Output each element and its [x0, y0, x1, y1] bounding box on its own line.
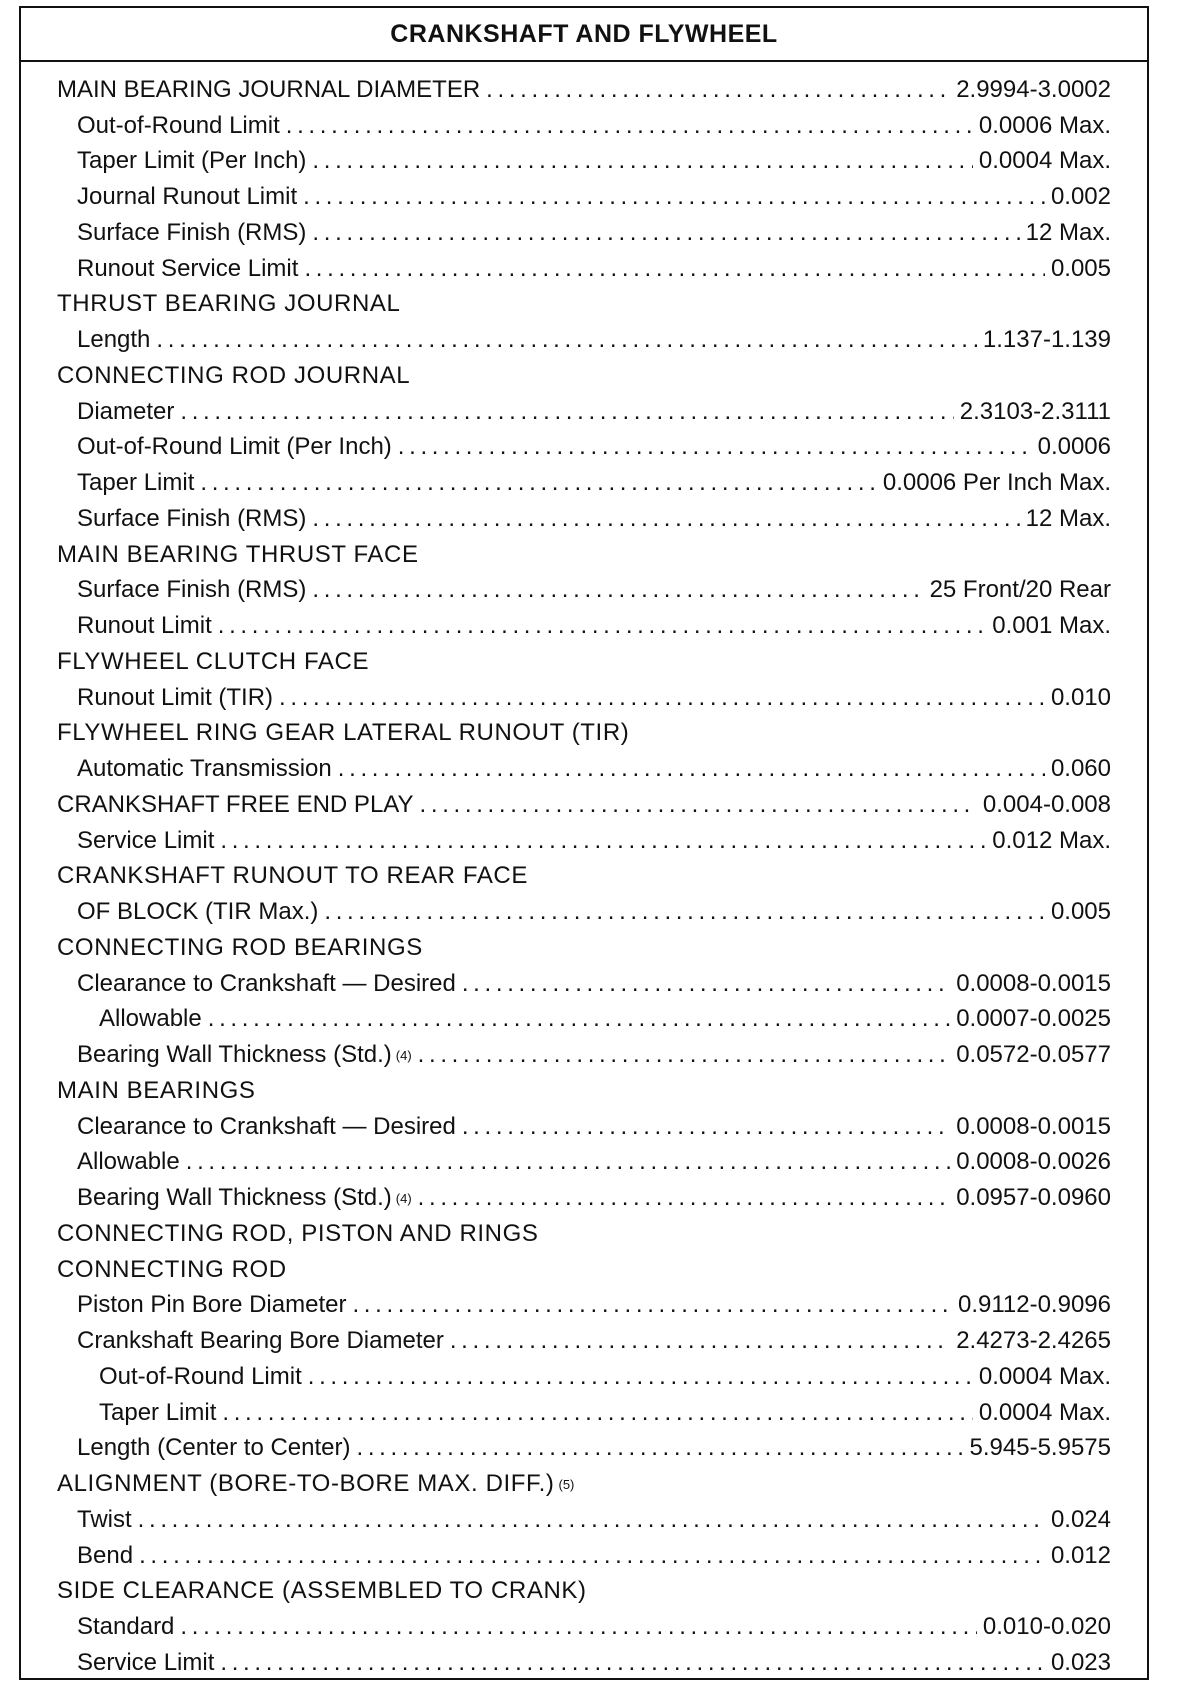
spec-value: 0.0004 Max. [978, 1398, 1111, 1426]
spec-row [57, 215, 1111, 251]
spec-label: Out-of-Round Limit (Per Inch) [77, 433, 392, 461]
dot-leader [312, 221, 1019, 245]
spec-value: 0.9112-0.9096 [957, 1291, 1111, 1319]
spec-value: 0.001 Max. [992, 612, 1111, 640]
spec-row [57, 608, 1111, 644]
spec-label: Piston Pin Bore Diameter [77, 1291, 347, 1319]
dot-leader [139, 1544, 1045, 1568]
dot-leader [222, 1401, 973, 1425]
spec-value: 0.024 [1050, 1505, 1111, 1533]
spec-row [57, 1037, 1111, 1073]
spec-row [57, 144, 1111, 180]
spec-value: 0.060 [1050, 755, 1111, 783]
spec-value: 2.4273-2.4265 [956, 1327, 1111, 1355]
spec-row [57, 930, 1111, 966]
dot-leader [312, 149, 973, 173]
spec-value: 0.0006 Per Inch Max. [882, 469, 1111, 497]
spec-row [57, 894, 1111, 930]
dot-leader [398, 435, 1032, 459]
spec-value: 0.012 Max. [992, 826, 1111, 854]
spec-row [57, 465, 1111, 501]
spec-value: 0.0008-0.0015 [956, 969, 1111, 997]
spec-label: CRANKSHAFT RUNOUT TO REAR FACE [57, 862, 528, 890]
spec-value: 0.023 [1050, 1648, 1111, 1676]
spec-label: Bend [77, 1541, 134, 1569]
spec-label: Taper Limit (Per Inch) [77, 147, 307, 175]
spec-row [57, 394, 1111, 430]
spec-label: Service Limit [77, 1648, 215, 1676]
footnote-ref: (5) [558, 1476, 575, 1492]
dot-leader [418, 1043, 951, 1067]
dot-leader [338, 757, 1045, 781]
spec-label: Crankshaft Bearing Bore Diameter [77, 1327, 444, 1355]
spec-label: Standard [77, 1613, 175, 1641]
spec-label: Out-of-Round Limit [99, 1362, 302, 1390]
spec-label: Surface Finish (RMS) [77, 576, 307, 604]
dot-leader [186, 1150, 950, 1174]
spec-label: SIDE CLEARANCE (ASSEMBLED TO CRANK) [57, 1577, 587, 1605]
spec-label: Twist [77, 1505, 132, 1533]
spec-value: 0.0007-0.0025 [956, 1005, 1111, 1033]
spec-row [57, 859, 1111, 895]
spec-label: FLYWHEEL RING GEAR LATERAL RUNOUT (TIR) [57, 719, 630, 747]
dot-leader [324, 900, 1045, 924]
spec-label: Diameter [77, 397, 175, 425]
spec-label: CONNECTING ROD, PISTON AND RINGS [57, 1219, 539, 1247]
spec-value: 0.0004 Max. [978, 1362, 1111, 1390]
dot-leader [486, 78, 950, 102]
spec-value: 0.002 [1050, 183, 1111, 211]
spec-value: 0.005 [1050, 898, 1111, 926]
spec-label: CONNECTING ROD JOURNAL [57, 361, 411, 389]
spec-value: 0.010-0.020 [982, 1613, 1111, 1641]
spec-row [57, 322, 1111, 358]
spec-row [57, 179, 1111, 215]
spec-row [57, 823, 1111, 859]
spec-label: Surface Finish (RMS) [77, 504, 307, 532]
spec-label: Runout Limit [77, 612, 212, 640]
spec-label: Out-of-Round Limit [77, 111, 280, 139]
spec-label: MAIN BEARING JOURNAL DIAMETER [57, 75, 481, 103]
spec-value: 0.012 [1050, 1541, 1111, 1569]
dot-leader [352, 1293, 952, 1317]
spec-value: 0.0572-0.0577 [956, 1041, 1111, 1069]
dot-leader [180, 1615, 976, 1639]
dot-leader [218, 614, 987, 638]
dot-leader [356, 1436, 963, 1460]
spec-row [57, 1538, 1111, 1574]
spec-row [57, 787, 1111, 823]
spec-row [57, 430, 1111, 466]
spec-label: CONNECTING ROD [57, 1255, 287, 1283]
dot-leader [200, 471, 876, 495]
spec-label: Automatic Transmission [77, 755, 332, 783]
spec-row [57, 1645, 1111, 1681]
spec-value: 2.3103-2.3111 [959, 397, 1111, 425]
spec-table [19, 6, 1149, 1680]
spec-row [57, 644, 1111, 680]
dot-leader [304, 257, 1045, 281]
spec-label: Service Limit [77, 826, 215, 854]
spec-label: Taper Limit [77, 469, 195, 497]
spec-row [57, 1431, 1111, 1467]
spec-value: 12 Max. [1025, 504, 1111, 532]
spec-row [57, 716, 1111, 752]
spec-label: Allowable [99, 1005, 202, 1033]
spec-row [57, 1002, 1111, 1038]
spec-row [57, 251, 1111, 287]
spec-row [57, 1323, 1111, 1359]
spec-value: 1.137-1.139 [982, 326, 1111, 354]
spec-value: 0.004-0.008 [982, 790, 1111, 818]
spec-row [57, 501, 1111, 537]
spec-label: Bearing Wall Thickness (Std.) [77, 1184, 392, 1212]
spec-row [57, 358, 1111, 394]
spec-row [57, 1109, 1111, 1145]
spec-label: THRUST BEARING JOURNAL [57, 290, 401, 318]
spec-value: 0.010 [1050, 683, 1111, 711]
spec-label: Bearing Wall Thickness (Std.) [77, 1041, 392, 1069]
spec-label: Length [77, 326, 151, 354]
spec-row [57, 72, 1111, 108]
dot-leader [220, 829, 986, 853]
spec-row [57, 1180, 1111, 1216]
spec-row [57, 537, 1111, 573]
dot-leader [303, 185, 1045, 209]
spec-row [57, 1466, 1111, 1502]
spec-value: 0.0004 Max. [978, 147, 1111, 175]
spec-label: MAIN BEARINGS [57, 1076, 256, 1104]
footnote-ref: (4) [395, 1190, 412, 1206]
spec-row [57, 287, 1111, 323]
spec-value: 0.0006 Max. [978, 111, 1111, 139]
spec-label: Runout Service Limit [77, 254, 299, 282]
spec-value: 0.005 [1050, 254, 1111, 282]
spec-value: 0.0008-0.0015 [956, 1112, 1111, 1140]
spec-label: Taper Limit [99, 1398, 217, 1426]
dot-leader [418, 1186, 951, 1210]
spec-label: OF BLOCK (TIR Max.) [77, 898, 319, 926]
spec-row [57, 1574, 1111, 1610]
spec-row [57, 1145, 1111, 1181]
spec-value: 25 Front/20 Rear [929, 576, 1111, 604]
spec-label: Journal Runout Limit [77, 183, 298, 211]
spec-row [57, 1395, 1111, 1431]
dot-leader [312, 507, 1019, 531]
spec-row [57, 1609, 1111, 1645]
spec-label: MAIN BEARING THRUST FACE [57, 540, 419, 568]
dot-leader [156, 328, 976, 352]
spec-row [57, 680, 1111, 716]
dot-leader [420, 793, 977, 817]
spec-label: CRANKSHAFT FREE END PLAY [57, 790, 414, 818]
spec-row [57, 966, 1111, 1002]
spec-label: Runout Limit (TIR) [77, 683, 274, 711]
spec-row [57, 751, 1111, 787]
spec-row [57, 1073, 1111, 1109]
footnote-ref: (4) [395, 1047, 412, 1063]
dot-leader [286, 114, 973, 138]
spec-label: Length (Center to Center) [77, 1434, 351, 1462]
dot-leader [220, 1651, 1045, 1675]
dot-leader [450, 1329, 950, 1353]
spec-label: FLYWHEEL CLUTCH FACE [57, 647, 370, 675]
table-title: CRANKSHAFT AND FLYWHEEL [21, 8, 1147, 62]
dot-leader [462, 1115, 950, 1139]
spec-rows [21, 62, 1147, 1681]
spec-row [57, 1252, 1111, 1288]
spec-row [57, 1359, 1111, 1395]
spec-label: CONNECTING ROD BEARINGS [57, 933, 423, 961]
dot-leader [279, 686, 1045, 710]
spec-value: 0.0006 [1037, 433, 1111, 461]
spec-value: 5.945-5.9575 [969, 1434, 1111, 1462]
spec-value: 0.0957-0.0960 [956, 1184, 1111, 1212]
dot-leader [462, 972, 950, 996]
spec-row [57, 1216, 1111, 1252]
spec-row [57, 1502, 1111, 1538]
spec-value: 2.9994-3.0002 [956, 75, 1111, 103]
spec-value: 12 Max. [1025, 218, 1111, 246]
spec-label: Allowable [77, 1148, 180, 1176]
spec-label: Surface Finish (RMS) [77, 218, 307, 246]
spec-label: Clearance to Crankshaft — Desired [77, 969, 456, 997]
dot-leader [138, 1508, 1045, 1532]
dot-leader [312, 578, 923, 602]
spec-row [57, 1288, 1111, 1324]
dot-leader [308, 1365, 973, 1389]
spec-row [57, 573, 1111, 609]
spec-value: 0.0008-0.0026 [956, 1148, 1111, 1176]
spec-label: Clearance to Crankshaft — Desired [77, 1112, 456, 1140]
spec-label: ALIGNMENT (BORE-TO-BORE MAX. DIFF.) [57, 1470, 555, 1498]
spec-row [57, 108, 1111, 144]
dot-leader [208, 1007, 950, 1031]
dot-leader [180, 400, 953, 424]
